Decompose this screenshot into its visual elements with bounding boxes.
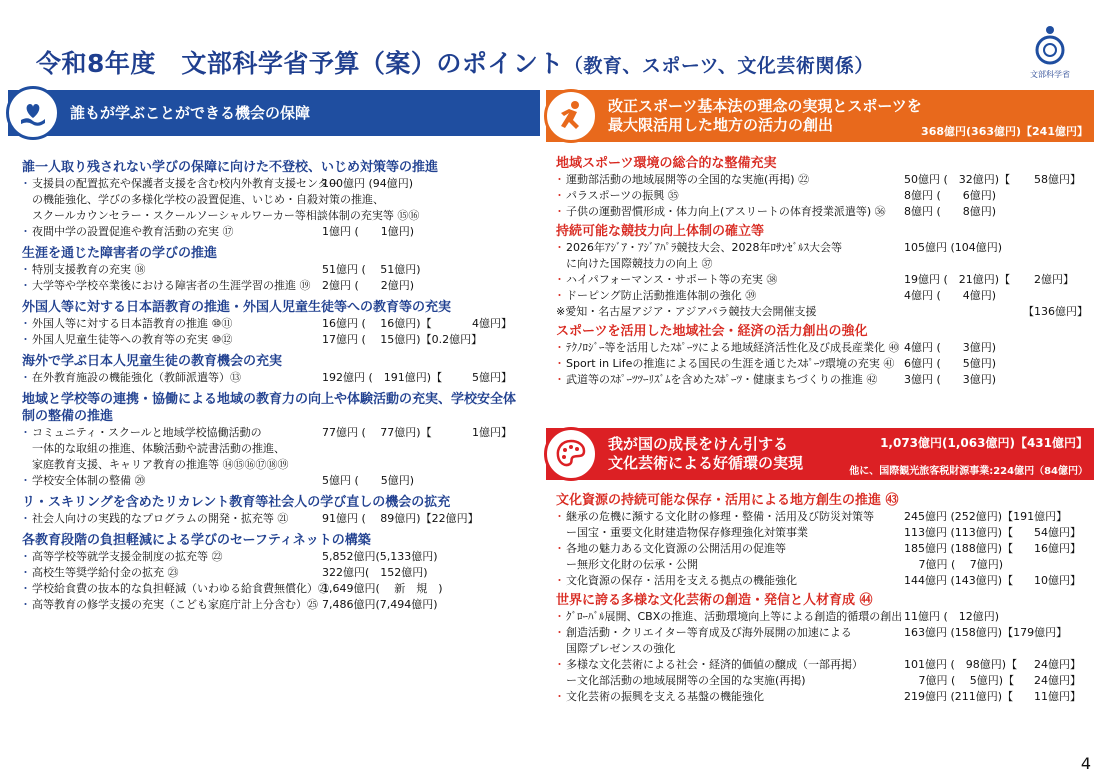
item-text: 高等学校等就学支援金制度の拡充等 ㉒ — [32, 550, 223, 563]
item-amount: 5,852億円(5,133億円) — [322, 550, 438, 563]
section-title: 持続可能な競技力向上体制の確立等 — [556, 224, 765, 239]
item-amount: 144億円 (143億円)【 — [904, 574, 1014, 587]
item-amount: 163億円 (158億円)【179億円】 — [904, 626, 1068, 639]
ministry-logo-icon — [1027, 20, 1073, 66]
item-amount-extra: 5億円】 — [472, 371, 512, 384]
item-continuation: 家庭教育支援、キャリア教育の推進等 ⑭⑮⑯⑰⑱⑲ — [32, 458, 289, 471]
item-amount-extra: 54億円】 — [1034, 526, 1081, 539]
item-amount: 4億円 ( 3億円) — [904, 341, 997, 354]
item-amount-extra: 4億円】 — [472, 317, 512, 330]
item-amount: 219億円 (211億円)【 — [904, 690, 1014, 703]
list-item — [556, 689, 1094, 705]
item-amount: 7億円 ( 5億円)【 — [904, 674, 1015, 687]
item-text: パラスポーツの振興 ㉟ — [566, 189, 679, 202]
item-amount: 322億円( 152億円) — [322, 566, 428, 579]
item-text: 高等教育の修学支援の充実（こども家庭庁計上分含む）㉕ — [32, 598, 318, 611]
item-amount: 8億円 ( 6億円) — [904, 189, 997, 202]
item-text: 多様な文化芸術による社会・経済的価値の醸成（一部再掲） — [566, 658, 863, 671]
palette-icon — [544, 427, 598, 481]
list-item — [22, 176, 522, 192]
section-header-learning: 誰もが学ぶことができる機会の保障 — [8, 90, 540, 136]
section-title: 海外で学ぶ日本人児童生徒の教育機会の充実 — [22, 354, 283, 369]
item-amount: 5億円 ( 5億円) — [322, 474, 415, 487]
ministry-logo: 文部科学省 — [1025, 20, 1075, 80]
list-item — [556, 204, 1094, 220]
item-text: ﾃｸﾉﾛｼﾞｰ等を活用したｽﾎﾟｰﾂによる地域経済活性化及び成長産業化 ㊵ — [566, 341, 900, 354]
list-item — [22, 565, 522, 581]
item-amount: 11億円 ( 12億円) — [904, 610, 1000, 623]
list-item — [556, 625, 1094, 641]
item-amount-extra: 11億円】 — [1034, 690, 1081, 703]
list-item — [556, 340, 1094, 356]
list-item — [22, 370, 522, 386]
item-amount: 100億円 (94億円) — [322, 177, 414, 190]
item-continuation: の機能強化、学びの多様化学校の設置促進、いじめ・自殺対策の推進、 — [32, 193, 384, 206]
item-amount: 7,486億円(7,494億円) — [322, 598, 438, 611]
section-title: 各教育段階の負担軽減による学びのセーフティネットの構築 — [22, 533, 371, 548]
section-title: 地域と学校等の連携・協働による地域の教育力の向上や体験活動の充実、学校安全体制の整備の推進 — [22, 392, 517, 424]
item-text: 夜間中学の設置促進や教育活動の充実 ⑰ — [32, 225, 234, 238]
section-title: 生涯を通じた障害者の学びの推進 — [22, 246, 218, 261]
section-title: 外国人等に対する日本語教育の推進・外国人児童生徒等への教育等の充実 — [22, 300, 452, 315]
item-text: ｸﾞﾛｰﾊﾞﾙ展開、CBXの推進、活動環境向上等による創造的循環の創出 — [566, 610, 903, 623]
sub-item — [556, 525, 1094, 541]
item-continuation: に向けた国際競技力の向上 ㊲ — [566, 257, 713, 270]
list-item — [22, 549, 522, 565]
list-item — [22, 224, 522, 240]
list-item — [556, 509, 1094, 525]
item-text: ドーピング防止活動推進体制の強化 ㊴ — [566, 289, 757, 302]
culture-section-list — [556, 489, 1094, 705]
item-amount: 7億円 ( 7億円) — [904, 558, 1004, 571]
item-amount: 1億円 ( 1億円) — [322, 225, 415, 238]
list-item — [22, 316, 522, 332]
list-item — [556, 609, 1094, 625]
item-amount-extra: 2億円】 — [1034, 273, 1074, 286]
sub-item — [556, 557, 1094, 573]
section-title: 世界に誇る多様な文化芸術の創造・発信と人材育成 ㊹ — [556, 593, 873, 608]
item-text: 運動部活動の地域展開等の全国的な実施(再掲) ㉒ — [566, 173, 810, 186]
item-text: 2026年ｱｼﾞｱ・ｱｼﾞｱﾊﾟﾗ競技大会、2028年ﾛｻﾝｾﾞﾙｽ大会等 — [566, 241, 842, 254]
item-text: 各地の魅力ある文化資源の公開活用の促進等 — [566, 542, 786, 555]
section-header-sports: 改正スポーツ基本法の理念の実現とスポーツを 最大限活用した地方の活力の創出 368億円(363億円)【241億円】 — [546, 90, 1094, 142]
item-amount: 50億円 ( 32億円)【 — [904, 173, 1011, 186]
sub-item-text: ー無形文化財の伝承・公開 — [566, 558, 698, 571]
list-item — [556, 541, 1094, 557]
list-item — [22, 511, 522, 527]
item-text: コミュニティ・スクールと地域学校協働活動の — [32, 426, 262, 439]
list-item — [556, 288, 1094, 304]
section-title: 地域スポーツ環境の総合的な整備充実 — [556, 156, 777, 171]
section-title: スポーツを活用した地域社会・経済の活力創出の強化 — [556, 324, 868, 339]
list-item — [22, 473, 522, 489]
note-text: ※愛知・名古屋アジア・アジアパラ競技大会開催支援 — [556, 305, 817, 318]
item-amount-extra: 58億円】 — [1034, 173, 1081, 186]
item-text: 在外教育施設の機能強化（教師派遣等）⑬ — [32, 371, 241, 384]
item-amount: 6億円 ( 5億円) — [904, 357, 997, 370]
item-text: 大学等や学校卒業後における障害者の生涯学習の推進 ⑲ — [32, 279, 311, 292]
sports-section-list — [556, 152, 1094, 388]
item-amount: 8億円 ( 8億円) — [904, 205, 997, 218]
item-amount-extra: 24億円】 — [1034, 674, 1081, 687]
item-text: 高校生等奨学給付金の拡充 ㉓ — [32, 566, 179, 579]
item-text: 文化芸術の振興を支える基盤の機能強化 — [566, 690, 764, 703]
item-amount: 17億円 ( 15億円)【0.2億円】 — [322, 333, 483, 346]
runner-icon — [544, 89, 598, 143]
item-amount: 105億円 (104億円) — [904, 241, 1003, 254]
section-note — [556, 304, 1094, 320]
page-title: 令和8年度 文部科学省予算（案）のポイント（教育、スポーツ、文化芸術関係） — [36, 49, 874, 78]
section-title: 誰一人取り残されない学びの保障に向けた不登校、いじめ対策等の推進 — [22, 160, 439, 175]
section-title: 文化資源の持続可能な保存・活用による地方創生の推進 ㊸ — [556, 493, 899, 508]
item-amount: 113億円 (113億円)【 — [904, 526, 1014, 539]
list-item — [22, 332, 522, 348]
sub-item-text: ー国宝・重要文化財建造物保存修理強化対策事業 — [566, 526, 808, 539]
item-text: 創造活動・クリエイター等育成及び海外展開の加速による — [566, 626, 852, 639]
item-amount: 2億円 ( 2億円) — [322, 279, 415, 292]
item-amount: 101億円 ( 98億円)【 — [904, 658, 1018, 671]
item-text: 武道等のｽﾎﾟｰﾂﾂｰﾘｽﾞﾑを含めたｽﾎﾟｰﾂ・健康まちづくりの推進 ㊷ — [566, 373, 878, 386]
note-amount: 【136億円】 — [1023, 305, 1088, 318]
item-continuation: 一体的な取組の推進、体験活動や読書活動の推進、 — [32, 442, 285, 455]
list-item — [22, 581, 522, 597]
sub-item-text: ー文化部活動の地域展開等の全国的な実施(再掲) — [566, 674, 806, 687]
list-item — [556, 172, 1094, 188]
list-item — [22, 425, 522, 441]
section-title: リ・スキリングを含めたリカレント教育等社会人の学び直しの機会の拡充 — [22, 495, 451, 510]
list-item — [556, 356, 1094, 372]
sub-item — [556, 673, 1094, 689]
item-amount: 91億円 ( 89億円)【22億円】 — [322, 512, 479, 525]
item-text: 学校安全体制の整備 ⑳ — [32, 474, 146, 487]
item-text: 外国人等に対する日本語教育の推進 ⑩⑪ — [32, 317, 233, 330]
list-item — [22, 278, 522, 294]
item-text: 支援員の配置拡充や保護者支援を含む校内外教育支援センター — [32, 177, 340, 190]
item-text: 文化資源の保存・活用を支える拠点の機能強化 — [566, 574, 797, 587]
item-amount: 192億円 ( 191億円)【 — [322, 371, 443, 384]
item-amount: 245億円 (252億円)【191億円】 — [904, 510, 1068, 523]
list-item — [556, 657, 1094, 673]
item-text: 学校給食費の抜本的な負担軽減（いわゆる給食費無償化）㉔ — [32, 582, 329, 595]
item-amount: 77億円 ( 77億円)【 — [322, 426, 432, 439]
item-continuation: スクールカウンセラー・スクールソーシャルワーカー等相談体制の充実等 ⑮⑯ — [32, 209, 420, 222]
item-continuation: 国際プレゼンスの強化 — [566, 642, 676, 655]
page-number: 4 — [1080, 754, 1091, 773]
item-amount: 19億円 ( 21億円)【 — [904, 273, 1011, 286]
list-item — [556, 573, 1094, 589]
item-amount-extra: 24億円】 — [1034, 658, 1081, 671]
item-amount: 3億円 ( 3億円) — [904, 373, 997, 386]
learning-section-list — [22, 154, 522, 613]
item-text: ハイパフォーマンス・サポート等の充実 ㊳ — [566, 273, 778, 286]
item-amount-extra: 1億円】 — [472, 426, 512, 439]
list-item — [556, 372, 1094, 388]
item-text: 特別支援教育の充実 ⑱ — [32, 263, 146, 276]
item-amount-extra: 10億円】 — [1034, 574, 1081, 587]
item-text: Sport in Lifeの推進による国民の生涯を通じたｽﾎﾟｰﾂ環境の充実 ㊶ — [566, 357, 895, 370]
section-header-culture: 我が国の成長をけん引する 文化芸術による好循環の実現 1,073億円(1,063億円)【431億円】 他に、国際観光旅客税財源事業:224億円（84億円） — [546, 428, 1094, 480]
item-amount: 4億円 ( 4億円) — [904, 289, 997, 302]
item-amount: 51億円 ( 51億円) — [322, 263, 421, 276]
list-item — [22, 597, 522, 613]
item-amount: 1,649億円( 新 規 ) — [322, 582, 443, 595]
list-item — [556, 272, 1094, 288]
item-amount: 185億円 (188億円)【 — [904, 542, 1014, 555]
item-text: 社会人向けの実践的なプログラムの開発・拡充等 ㉑ — [32, 512, 289, 525]
list-item — [22, 262, 522, 278]
list-item — [556, 240, 1094, 256]
list-item — [556, 188, 1094, 204]
item-text: 継承の危機に瀕する文化財の修理・整備・活用及び防災対策等 — [566, 510, 874, 523]
item-amount-extra: 16億円】 — [1034, 542, 1081, 555]
heart-hand-icon — [6, 86, 60, 140]
item-text: 子供の運動習慣形成・体力向上(アスリートの体育授業派遣等) ㊱ — [566, 205, 886, 218]
item-amount: 16億円 ( 16億円)【 — [322, 317, 432, 330]
item-text: 外国人児童生徒等への教育等の充実 ⑩⑫ — [32, 333, 233, 346]
